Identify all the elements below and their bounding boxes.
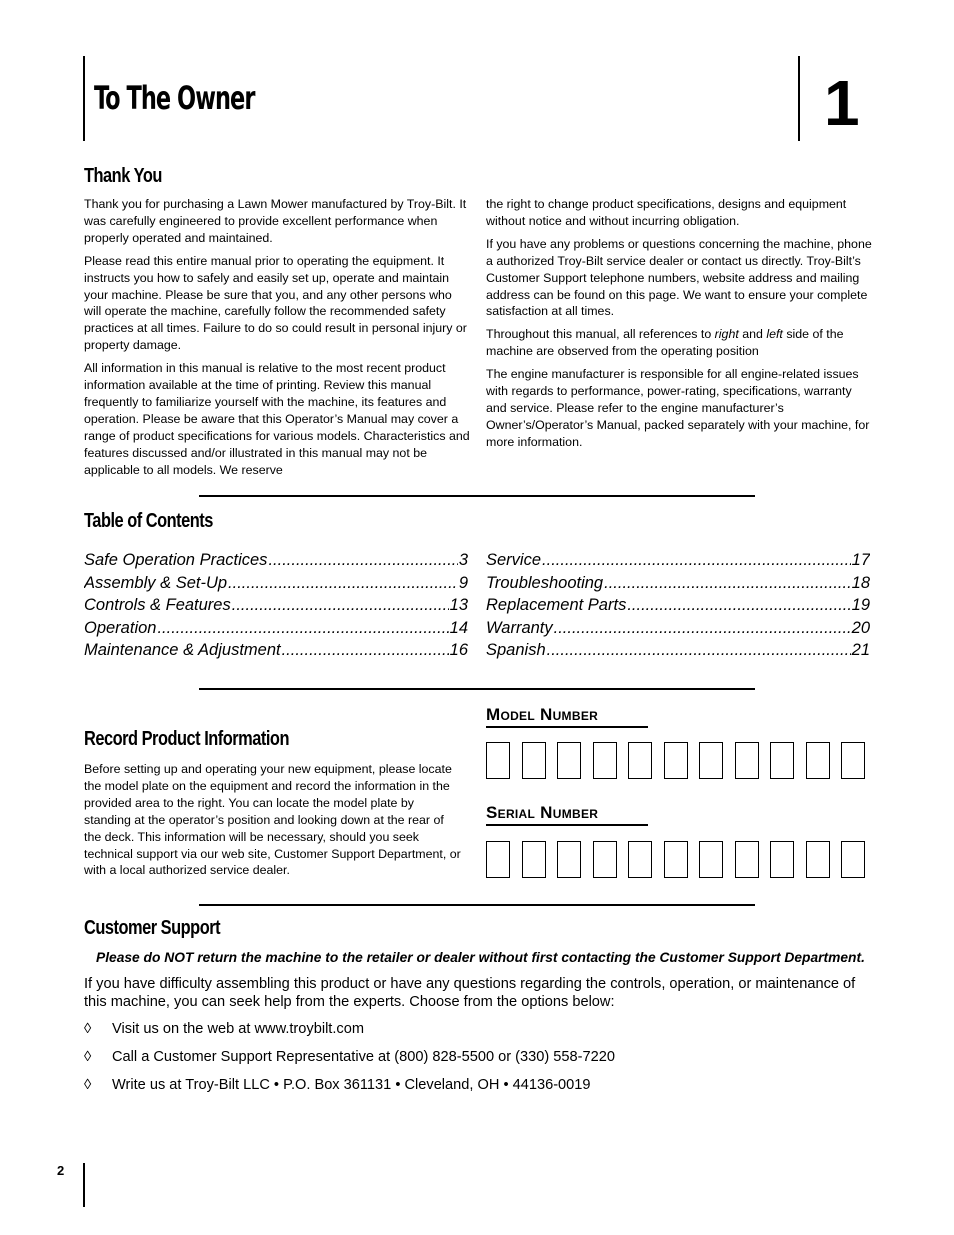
page-number: 2 (57, 1163, 65, 1178)
serial-number-box[interactable] (806, 841, 830, 878)
serial-label-underline (486, 824, 648, 826)
serial-number-box[interactable] (628, 841, 652, 878)
thank-you-right-column (486, 196, 872, 457)
thank-you-heading: Thank You (84, 165, 162, 187)
serial-number-box[interactable] (664, 841, 688, 878)
model-number-box[interactable] (593, 742, 617, 779)
serial-number-box[interactable] (841, 841, 865, 878)
model-number-box[interactable] (699, 742, 723, 779)
chapter-bar (798, 56, 800, 141)
support-option: ◊ Call a Customer Support Representative at (800) 828-5500 or (330) 558-7220 (84, 1049, 615, 1065)
serial-number-box[interactable] (593, 841, 617, 878)
title-left-bar (83, 56, 85, 141)
toc-entry[interactable]: Controls & Features ..... 13 (84, 596, 468, 615)
toc-entry[interactable]: Assembly & Set-Up ..... 9 (84, 574, 468, 593)
page-title: To The Owner (94, 79, 255, 117)
serial-number-box[interactable] (557, 841, 581, 878)
thank-you-left-column (84, 196, 470, 485)
divider (199, 688, 755, 690)
model-number-box[interactable] (770, 742, 794, 779)
serial-number-box[interactable] (699, 841, 723, 878)
model-number-box[interactable] (522, 742, 546, 779)
thank-you-paragraph: All information in this manual is relative to the most recent product information available at the time of printing. Review this manual frequently to familiarize yourself with the machine, its features and operation. Please be aware that this Operator’s Manual may cover a range of product specifications for various models. Characteristics and features discussed and/or illustrated in this manual may not be applicable to all models. We reserve (84, 361, 470, 477)
model-number-box[interactable] (806, 742, 830, 779)
model-number-box[interactable] (735, 742, 759, 779)
support-warning: Please do NOT return the machine to the retailer or dealer without first contacting the Customer Support Department. (96, 950, 865, 965)
thank-you-paragraph: The engine manufacturer is responsible for all engine-related issues with regards to performance, power-rating, specifications, warranty and service. Please refer to the engine manufacturer’s Owner’s/Operator’s Manual, packed separately with your machine, for more information. (486, 367, 870, 449)
model-number-box[interactable] (557, 742, 581, 779)
toc-entry[interactable]: Replacement Parts ..... 19 (486, 596, 870, 615)
support-intro: If you have difficulty assembling this product or have any questions regarding the controls, operation, or maintenance of this machine, you can seek help from the experts. Choose from the options below: (84, 976, 856, 1010)
orientation-paragraph: Throughout this manual, all references to right and left side of the machine are observed from the operating position (486, 327, 844, 359)
record-paragraph: Before setting up and operating your new equipment, please locate the model plate on the equipment and record the information in the provided area to the right. You can locate the model plate by standing at the operator’s position and looking down at the rear of the deck. This information will be necessary, should you seek technical support via our web site, Customer Support Department, or with a local authorized service dealer. (84, 762, 461, 878)
model-number-box[interactable] (664, 742, 688, 779)
chapter-number: 1 (824, 67, 860, 139)
toc-entry[interactable]: Troubleshooting ..... 18 (486, 574, 870, 593)
divider (199, 495, 755, 497)
record-heading: Record Product Information (84, 728, 289, 750)
serial-number-box[interactable] (770, 841, 794, 878)
thank-you-paragraph: the right to change product specifications, designs and equipment without notice and without incurring obligation. (486, 197, 847, 228)
serial-number-box[interactable] (486, 841, 510, 878)
thank-you-paragraph: Please read this entire manual prior to operating the equipment. It instructs you how to safely and easily set up, operate and maintain your machine. Please be sure that you, and any other persons who will operate the machine, carefully follow the recommended safety practices at all times. Failure to do so could result in personal injury or property damage. (84, 253, 467, 353)
thank-you-paragraph: If you have any problems or questions concerning the machine, phone a authorized Troy-Bilt service dealer or contact us directly. Troy-Bilt’s Customer Support telephone numbers, website address and mailing address can be found on this page. We want to ensure your complete satisfaction at all times. (486, 236, 872, 319)
footer-bar (83, 1163, 85, 1207)
divider (199, 904, 755, 906)
model-number-box[interactable] (841, 742, 865, 779)
support-option: ◊ Visit us on the web at www.troybilt.com (84, 1021, 364, 1037)
model-number-box[interactable] (628, 742, 652, 779)
model-number-label: Model Number (486, 705, 599, 724)
toc-entry[interactable]: Service ..... 17 (486, 551, 870, 570)
serial-number-label: Serial Number (486, 803, 599, 822)
support-option: ◊ Write us at Troy-Bilt LLC • P.O. Box 361131 • Cleveland, OH • 44136-0019 (84, 1077, 591, 1093)
toc-entry[interactable]: Warranty ..... 20 (486, 619, 870, 638)
model-label-underline (486, 726, 648, 728)
toc-heading: Table of Contents (84, 510, 213, 532)
serial-number-box[interactable] (735, 841, 759, 878)
toc-entry[interactable]: Maintenance & Adjustment ..... 16 (84, 641, 468, 660)
serial-number-box[interactable] (522, 841, 546, 878)
toc-entry[interactable]: Operation ..... 14 (84, 619, 468, 638)
toc-entry[interactable]: Spanish ..... 21 (486, 641, 870, 660)
support-heading: Customer Support (84, 917, 221, 939)
toc-entry[interactable]: Safe Operation Practices ..... 3 (84, 551, 468, 570)
model-number-box[interactable] (486, 742, 510, 779)
thank-you-paragraph: Thank you for purchasing a Lawn Mower manufactured by Troy-Bilt. It was carefully engineered to provide excellent performance when properly operated and maintained. (84, 197, 467, 245)
